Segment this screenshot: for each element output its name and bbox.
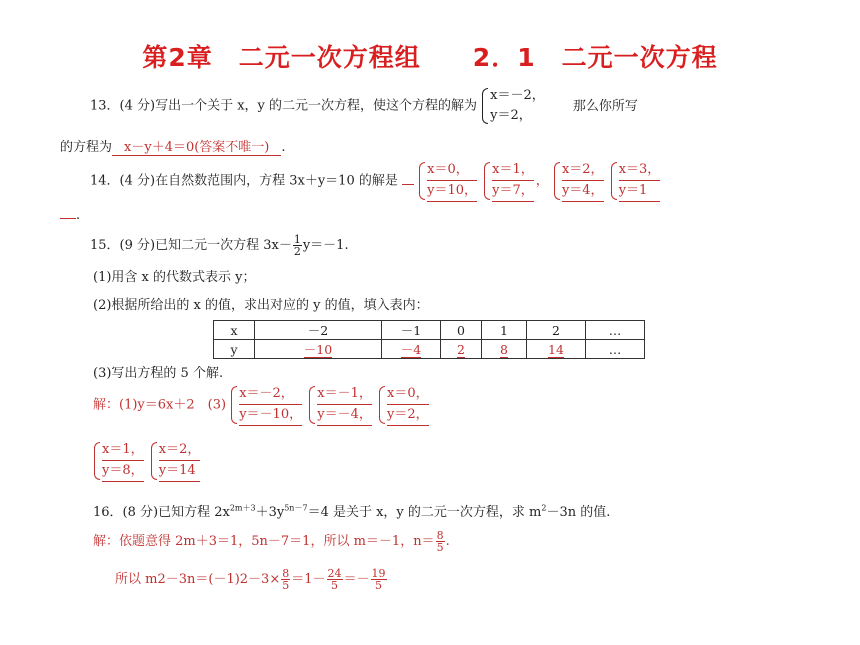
question-15: 15．(9 分)已知二元一次方程 3x－ $\frac{1}{2}$ y＝－1. xyxy=(90,233,349,258)
question-13: 13．(4 分)写出一个关于 x，y 的二元一次方程，使这个方程的解为 x＝－2， y＝2， 那么你所写 xyxy=(90,86,638,126)
question-16: 16．(8 分)已知方程 $2x^{2m+3}+3y^{5n-7}=4$ 是关于 x，y 的二元一次方程，求 $m^2-3n$ 的值. xyxy=(93,503,611,520)
q13-given-system: x＝－2， y＝2， xyxy=(481,86,545,126)
q15-part-2: (2)根据所给出的 x 的值，求出对应的 y 的值，填入表内： xyxy=(93,298,429,313)
q14-solution-4: $\frac{x=3,}{y=1}$ xyxy=(610,160,661,202)
q14-solution-2: $\frac{x=1,}{y=7,}$ xyxy=(483,160,534,202)
q13-answer: x－y＋4＝0(答案不唯一) xyxy=(112,140,281,156)
q15-solution-5: $\frac{x=2,}{y=14}$ xyxy=(150,440,201,482)
q16-answer-line-1: 解：依题意得 2m＋3＝1，5n－7＝1，所以 m＝－1，n＝ $\frac{8}{5}$ . xyxy=(93,529,450,554)
q15-solution-2: $\frac{x=-1,}{y=-4,}$ xyxy=(308,384,372,426)
q15-answer: 解：(1)y＝6x＋2 (3) $\frac{x=-2,}{y=-10,}$ $\frac{x=-1,}{y=-4,}$ $\frac{x=0,}{y=2,}$ xyxy=(93,384,431,426)
q15-answer-cont xyxy=(93,440,202,482)
table-row: x －2 －1 0 1 2 … xyxy=(214,321,645,340)
q14-solution-3: $\frac{x=2,}{y=4,}$ xyxy=(553,160,604,202)
q14-solution-1: $\frac{x=0,}{y=10,}$ xyxy=(418,160,477,202)
q15-solution-3: $\frac{x=0,}{y=2,}$ xyxy=(378,384,429,426)
q16-fraction-n: $\frac{8}{5}$ xyxy=(436,529,444,554)
table-row: y －10 －4 2 8 14 … xyxy=(214,340,645,359)
question-14: 14．(4 分)在自然数范围内，方程 3x＋y＝10 的解是 $\frac{x=0,}{y=10,}$ $\frac{x=1,}{y=7,}$ ， $\frac{x=2,}{y=4,}$ $\frac{x=3,}{y=1}$ xyxy=(90,160,662,202)
q16-answer-line-2: 所以 m2－3n＝(－1)2－3× $\frac{8}{5}$ ＝1－ $\frac{24}{5}$ ＝－ $\frac{19}{5}$ xyxy=(115,567,386,592)
question-13-answer-line: 的方程为 x－y＋4＝0(答案不唯一) . xyxy=(60,140,286,155)
q15-part-1: (1)用含 x 的代数式表示 y； xyxy=(93,270,256,285)
q15-value-table xyxy=(213,320,645,359)
q14-end: . xyxy=(60,208,80,223)
q15-fraction: $\frac{1}{2}$ xyxy=(293,233,301,258)
page-title: 第2章 二元一次方程组 2．1 二元一次方程 xyxy=(142,43,718,72)
q15-part-3: (3)写出方程的 5 个解. xyxy=(93,366,224,381)
q15-solution-1: $\frac{x=-2,}{y=-10,}$ xyxy=(230,384,302,426)
q15-solution-4: $\frac{x=1,}{y=8,}$ xyxy=(93,440,144,482)
